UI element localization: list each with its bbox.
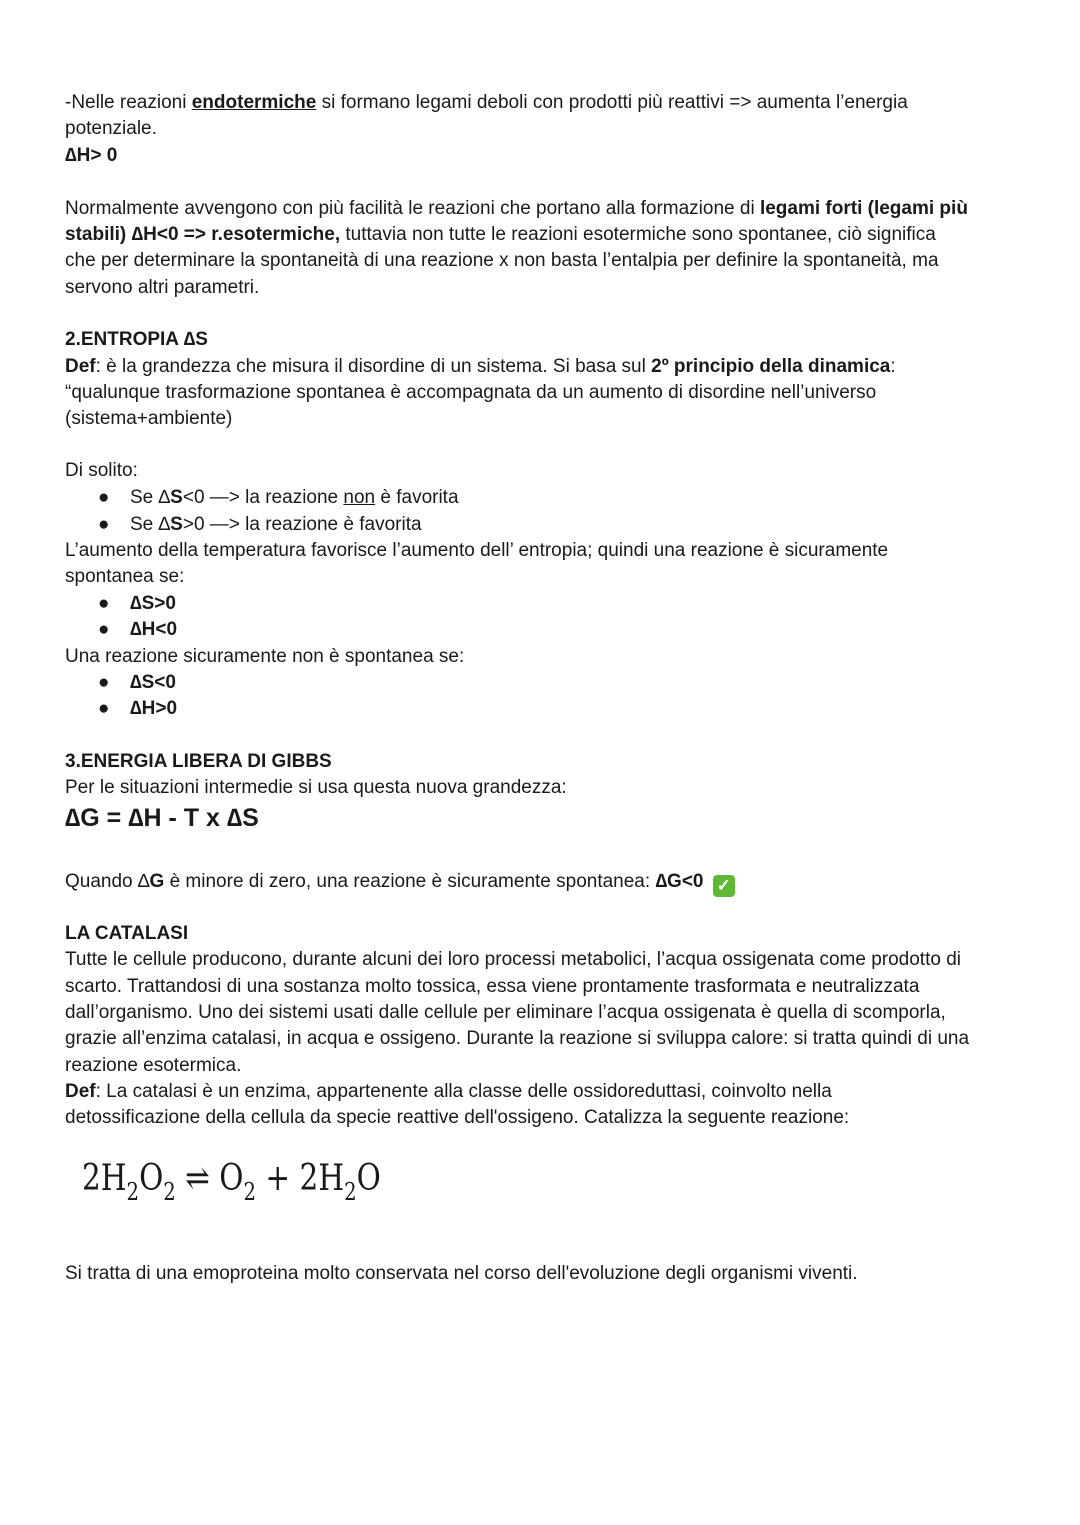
text-line: Tutte le cellule producono, durante alcuni dei loro processi metabolici, l’acqua ossigenata come prodotto di	[65, 949, 961, 970]
text: si formano legami deboli con prodotti più reattivi => aumenta l’energia	[316, 92, 908, 113]
list-item	[98, 670, 176, 696]
bullet-icon: ●	[98, 698, 110, 719]
text: -Nelle reazioni	[65, 92, 192, 113]
bold-text: S	[170, 514, 183, 535]
delta-h-positive: ∆H> 0	[65, 145, 118, 166]
text-line: Per le situazioni intermedie si usa questa nuova grandezza:	[65, 777, 567, 798]
text: ∆S<0	[130, 672, 176, 693]
list-item	[98, 591, 176, 617]
text: Se ∆	[130, 487, 171, 508]
formula-part: O	[219, 1158, 244, 1199]
text-line	[65, 869, 735, 895]
bold-text: 2º principio della dinamica	[651, 356, 891, 377]
bold-text: ∆G<0	[655, 871, 704, 892]
text-line: dall’organismo. Uno dei sistemi usati dalle cellule per eliminare l’acqua ossigenata è quella di scomporla,	[65, 1002, 946, 1023]
list-item	[98, 512, 422, 538]
text: è favorita	[375, 487, 459, 508]
list-item	[98, 617, 177, 643]
list-item	[98, 485, 459, 511]
bullet-icon: ●	[98, 487, 110, 508]
text: Quando ∆	[65, 871, 150, 892]
text-line: Una reazione sicuramente non è spontanea se:	[65, 646, 465, 667]
text-line: Si tratta di una emoproteina molto conservata nel corso dell'evoluzione degli organismi viventi.	[65, 1263, 858, 1284]
catalase-reaction-formula	[82, 1158, 381, 1206]
text-line	[65, 196, 968, 222]
section-heading-entropia: 2.ENTROPIA ∆S	[65, 329, 208, 350]
formula-part: + 2H	[256, 1158, 345, 1199]
text-line: grazie all’enzima catalasi, in acqua e ossigeno. Durante la reazione si sviluppa calore: si tratta quindi di una	[65, 1028, 970, 1049]
bold-text: legami forti (legami più	[759, 198, 968, 219]
text-line: reazione esotermica.	[65, 1055, 242, 1076]
text-line: “qualunque trasformazione spontanea è accompagnata da un aumento di disordine nell’universo	[65, 382, 877, 403]
def-label: Def	[65, 1081, 96, 1102]
text-line	[65, 222, 936, 248]
section-heading-gibbs: 3.ENERGIA LIBERA DI GIBBS	[65, 751, 332, 772]
text: tuttavia non tutte le reazioni esotermiche sono spontanee, ciò significa	[340, 224, 936, 245]
bullet-icon: ●	[98, 672, 110, 693]
subscript: 2	[243, 1178, 257, 1206]
text: ∆S>0	[130, 593, 176, 614]
text-line: detossificazione della cellula da specie reattive dell'ossigeno. Catalizza la seguente reazione:	[65, 1107, 850, 1128]
text-line: Di solito:	[65, 460, 138, 481]
subscript: 2	[163, 1178, 176, 1206]
text-line	[65, 1079, 832, 1105]
text: >0 —> la reazione è favorita	[182, 514, 422, 535]
text: Se ∆	[130, 514, 171, 535]
text-line: servono altri parametri.	[65, 277, 260, 298]
text-line: L’aumento della temperatura favorisce l’aumento dell’ entropia; quindi una reazione è sicuramente	[65, 540, 889, 561]
formula-part: O	[139, 1158, 164, 1199]
keyword-endotermiche: endotermiche	[191, 92, 317, 113]
bullet-icon: ●	[98, 514, 110, 535]
formula-part: O	[356, 1158, 381, 1199]
text: ∆H>0	[130, 698, 178, 719]
list-item	[98, 696, 177, 722]
text-line: spontanea se:	[65, 566, 185, 587]
def-label: Def	[65, 356, 96, 377]
text: : La catalasi è un enzima, appartenente alla classe delle ossidoreduttasi, coinvolto nella	[95, 1081, 832, 1102]
text: <0 —> la reazione	[182, 487, 344, 508]
bold-text: stabili) ∆H<0 => r.esotermiche,	[65, 224, 341, 245]
text-line: potenziale.	[65, 118, 157, 139]
section-heading-catalasi: LA CATALASI	[65, 923, 189, 944]
text: è minore di zero, una reazione è sicuramente spontanea:	[164, 871, 656, 892]
text-line: scarto. Trattandosi di una sostanza molto tossica, essa viene prontamente trasformata e neutralizzata	[65, 976, 920, 997]
text-line: che per determinare la spontaneità di una reazione x non basta l’entalpia per definire la spontaneità, ma	[65, 250, 939, 271]
bullet-icon: ●	[98, 619, 110, 640]
check-mark-icon: ✓	[713, 875, 735, 897]
subscript: 2	[126, 1178, 140, 1206]
text: Normalmente avvengono con più facilità le reazioni che portano alla formazione di	[65, 198, 760, 219]
bullet-icon: ●	[98, 593, 110, 614]
bold-text: G	[149, 871, 165, 892]
text: ∆H<0	[130, 619, 178, 640]
text: :	[890, 356, 896, 377]
text-line	[65, 354, 896, 380]
gibbs-equation: ∆G = ∆H - T x ∆S	[65, 804, 259, 832]
equilibrium-arrow-icon: ⇌	[175, 1158, 220, 1199]
text: : è la grandezza che misura il disordine di un sistema. Si basa sul	[95, 356, 652, 377]
text-line: (sistema+ambiente)	[65, 408, 233, 429]
text-line	[65, 90, 908, 116]
formula-part: 2H	[82, 1158, 127, 1199]
underlined-text: non	[343, 487, 376, 508]
subscript: 2	[344, 1178, 357, 1206]
bold-text: S	[170, 487, 183, 508]
